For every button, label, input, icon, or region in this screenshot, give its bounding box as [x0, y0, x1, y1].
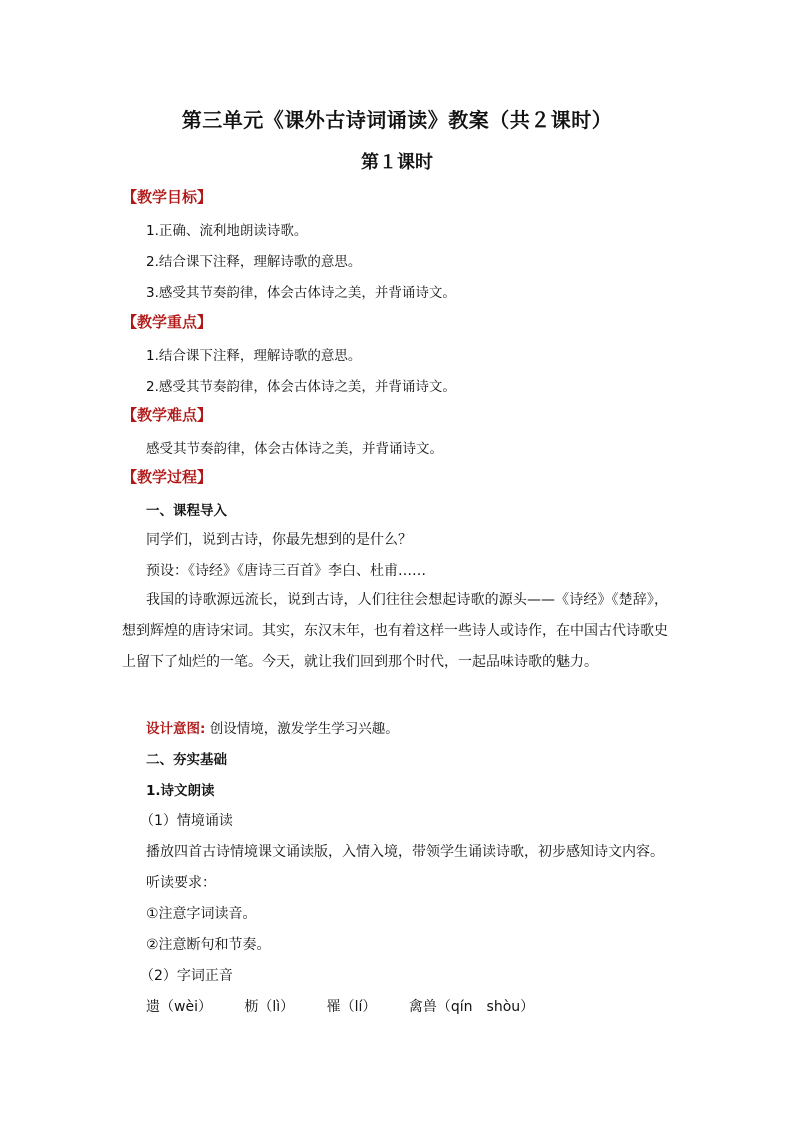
keypoint-item-1: 1.结合课下注释，理解诗歌的意思。	[146, 348, 362, 364]
keypoint-item-2: 2.感受其节奏韵律，体会古体诗之美，并背诵诗文。	[146, 379, 456, 395]
lesson-subtitle: 第１课时	[361, 152, 433, 173]
part2-title: 二、夯实基础	[146, 752, 227, 768]
part1-title: 一、课程导入	[146, 503, 227, 519]
goal-item-1: 1.正确、流利地朗读诗歌。	[146, 223, 308, 239]
intro-preset: 预设：《诗经》《唐诗三百首》李白、杜甫……	[146, 563, 426, 579]
sub1a-title: （1）情境诵读	[140, 813, 233, 829]
requirement-2: ②注意断句和节奏。	[146, 937, 271, 953]
difficulty-item-1: 感受其节奏韵律，体会古体诗之美，并背诵诗文。	[146, 441, 443, 457]
goal-item-3: 3.感受其节奏韵律，体会古体诗之美，并背诵诗文。	[146, 285, 456, 301]
intro-paragraph: 我国的诗歌源远流长，说到古诗，人们往往会想起诗歌的源头——《诗经》《楚辞》，想到辉煌的唐诗宋词。其实，东汉末年，也有着这样一些诗人或诗作，在中国古代诗歌史上留下了灿烂的一笔。今天，就让我们回到那个时代，一起品味诗歌的魅力。	[122, 592, 668, 670]
goal-item-2: 2.结合课下注释，理解诗歌的意思。	[146, 254, 362, 270]
listen-requirements: 听读要求：	[146, 875, 216, 891]
pinyin-item: 枥（lì）	[244, 999, 295, 1015]
difficulties-heading: 【教学难点】	[122, 406, 213, 424]
pinyin-item: 遗（wèi）	[146, 999, 212, 1015]
requirement-1: ①注意字词读音。	[146, 906, 257, 922]
design-intent	[146, 717, 399, 737]
pinyin-row	[146, 996, 562, 1016]
design-intent-label: 设计意图:	[146, 721, 206, 737]
pinyin-item: 禽兽（qín shòu）	[408, 999, 535, 1015]
intro-question: 同学们，说到古诗，你最先想到的是什么？	[146, 532, 412, 548]
sub1b-title: （2）字词正音	[140, 968, 233, 984]
goals-heading: 【教学目标】	[122, 188, 213, 206]
sub1-title: 1.诗文朗读	[146, 783, 215, 799]
keypoints-heading: 【教学重点】	[122, 313, 213, 331]
design-intent-text: 创设情境，激发学生学习兴趣。	[209, 721, 399, 737]
process-heading: 【教学过程】	[122, 468, 213, 486]
pinyin-item: 罹（lí）	[326, 999, 377, 1015]
sub1a-text: 播放四首古诗情境课文诵读版，入情入境，带领学生诵读诗歌，初步感知诗文内容。	[146, 844, 664, 860]
document-title: 第三单元《课外古诗词诵读》教案（共２课时）	[181, 108, 613, 132]
